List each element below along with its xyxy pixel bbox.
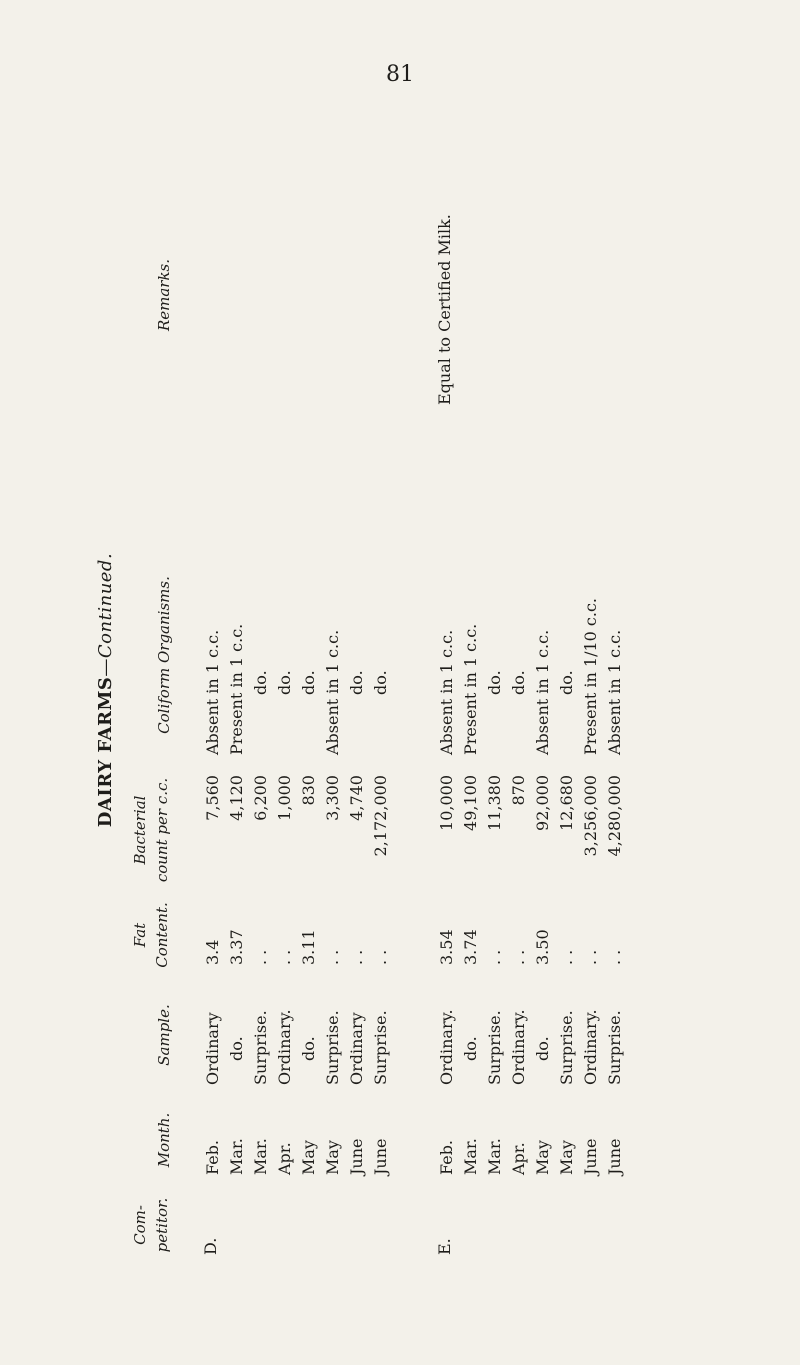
table-cell-fat: . . xyxy=(323,949,342,965)
table-cell-sample: Surprise. xyxy=(323,1010,342,1085)
table-cell-coliform: Absent in 1 c.c. xyxy=(605,629,624,755)
table-cell-coliform: do. xyxy=(251,670,270,695)
table-cell-sample: do. xyxy=(227,1036,246,1061)
table-cell-fat: . . xyxy=(371,949,390,965)
table-cell-fat: 3.50 xyxy=(533,929,552,965)
table-cell-sample: Ordinary xyxy=(203,1012,222,1085)
table-cell-sample: Surprise. xyxy=(485,1010,504,1085)
table-cell-coliform: Absent in 1 c.c. xyxy=(323,629,342,755)
table-cell-coliform: Present in 1 c.c. xyxy=(227,623,246,755)
coliform-column-e xyxy=(435,495,627,755)
table-cell-bacterial: 830 xyxy=(299,775,318,806)
header-fat-line1: Fat xyxy=(131,922,149,948)
table-cell-bacterial: 10,000 xyxy=(437,775,456,831)
table-cell-bacterial: 6,200 xyxy=(251,775,270,821)
table-cell-coliform: do. xyxy=(557,670,576,695)
header-competitor xyxy=(129,1185,173,1265)
table-cell-sample: do. xyxy=(299,1036,318,1061)
table-cell-month: May xyxy=(299,1140,318,1175)
table-cell-fat: . . xyxy=(605,949,624,965)
table-cell-month: June xyxy=(347,1138,366,1175)
table-cell-bacterial: 49,100 xyxy=(461,775,480,831)
table-cell-fat: 3.74 xyxy=(461,929,480,965)
table-cell-coliform: do. xyxy=(299,670,318,695)
table-cell-month: May xyxy=(533,1140,552,1175)
table-cell-sample: do. xyxy=(533,1036,552,1061)
table-cell-fat: 3.4 xyxy=(203,939,222,965)
table-cell-month: May xyxy=(323,1140,342,1175)
table-cell-month: Apr. xyxy=(509,1142,528,1175)
table-cell-sample: Surprise. xyxy=(557,1010,576,1085)
header-competitor-line2: petitor. xyxy=(153,1197,171,1253)
table-cell-sample: Ordinary. xyxy=(581,1009,600,1085)
table-cell-month: June xyxy=(605,1138,624,1175)
table-cell-bacterial: 3,300 xyxy=(323,775,342,821)
table-cell-month: June xyxy=(581,1138,600,1175)
month-column-d xyxy=(201,1105,393,1175)
table-cell-month: Mar. xyxy=(485,1138,504,1175)
table-cell-fat: 3.54 xyxy=(437,929,456,965)
page-number: 81 xyxy=(386,62,414,87)
bacterial-column-e xyxy=(435,775,627,895)
fat-column-e xyxy=(435,905,627,965)
bacterial-column-d xyxy=(201,775,393,895)
table-cell-sample: Surprise. xyxy=(605,1010,624,1085)
table-cell-bacterial: 4,740 xyxy=(347,775,366,821)
table-cell-bacterial: 12,680 xyxy=(557,775,576,831)
header-bacterial-line1: Bacterial xyxy=(131,795,149,865)
remarks-e: Equal to Certified Milk. xyxy=(435,214,454,405)
table-cell-coliform: do. xyxy=(347,670,366,695)
table-title xyxy=(95,115,116,1265)
competitor-e: E. xyxy=(435,1238,454,1255)
table-cell-coliform: Absent in 1 c.c. xyxy=(203,629,222,755)
table-cell-sample: Ordinary xyxy=(347,1012,366,1085)
table-cell-coliform: Absent in 1 c.c. xyxy=(533,629,552,755)
table-cell-bacterial: 92,000 xyxy=(533,775,552,831)
table-cell-month: Apr. xyxy=(275,1142,294,1175)
month-column-e xyxy=(435,1105,627,1175)
table-cell-bacterial: 3,256,000 xyxy=(581,775,600,857)
table-cell-bacterial: 870 xyxy=(509,775,528,806)
table-title-continued: —Continued. xyxy=(95,552,116,677)
table-cell-month: Mar. xyxy=(461,1138,480,1175)
table-cell-bacterial: 4,280,000 xyxy=(605,775,624,857)
table-cell-fat: . . xyxy=(485,949,504,965)
table-cell-fat: . . xyxy=(581,949,600,965)
table-cell-fat: . . xyxy=(251,949,270,965)
table-cell-coliform: Absent in 1 c.c. xyxy=(437,629,456,755)
sample-column-d xyxy=(201,975,393,1085)
table-cell-sample: Surprise. xyxy=(251,1010,270,1085)
table-title-main: DAIRY FARMS xyxy=(95,676,116,828)
table-cell-sample: Ordinary. xyxy=(437,1009,456,1085)
table-cell-coliform: do. xyxy=(275,670,294,695)
table-cell-bacterial: 2,172,000 xyxy=(371,775,390,857)
table-cell-fat: . . xyxy=(347,949,366,965)
table-cell-fat: 3.11 xyxy=(299,929,318,965)
header-bacterial xyxy=(129,765,173,895)
table-cell-coliform: do. xyxy=(509,670,528,695)
table-cell-bacterial: 11,380 xyxy=(485,775,504,831)
header-coliform: Coliform Organisms. xyxy=(155,576,173,734)
header-fat xyxy=(129,895,173,975)
dairy-farms-table xyxy=(95,115,645,1265)
header-fat-line2: Content. xyxy=(153,902,171,968)
table-cell-sample: do. xyxy=(461,1036,480,1061)
table-cell-sample: Ordinary. xyxy=(275,1009,294,1085)
header-remarks: Remarks. xyxy=(155,258,173,332)
table-cell-fat: 3.37 xyxy=(227,929,246,965)
table-cell-month: Mar. xyxy=(227,1138,246,1175)
table-cell-sample: Surprise. xyxy=(371,1010,390,1085)
table-cell-bacterial: 4,120 xyxy=(227,775,246,821)
table-cell-month: Feb. xyxy=(203,1139,222,1175)
table-cell-bacterial: 1,000 xyxy=(275,775,294,821)
coliform-column-d xyxy=(201,495,393,755)
table-cell-fat: . . xyxy=(275,949,294,965)
competitor-d: D. xyxy=(201,1237,220,1255)
fat-column-d xyxy=(201,905,393,965)
table-cell-bacterial: 7,560 xyxy=(203,775,222,821)
table-cell-coliform: Present in 1 c.c. xyxy=(461,623,480,755)
table-cell-month: June xyxy=(371,1138,390,1175)
table-cell-coliform: do. xyxy=(485,670,504,695)
table-cell-sample: Ordinary. xyxy=(509,1009,528,1085)
table-cell-fat: . . xyxy=(557,949,576,965)
table-cell-month: Mar. xyxy=(251,1138,270,1175)
table-cell-coliform: Present in 1/10 c.c. xyxy=(581,598,600,755)
table-cell-fat: . . xyxy=(509,949,528,965)
table-cell-month: May xyxy=(557,1140,576,1175)
sample-column-e xyxy=(435,975,627,1085)
header-sample: Sample. xyxy=(155,1004,173,1066)
table-cell-coliform: do. xyxy=(371,670,390,695)
header-month: Month. xyxy=(155,1112,173,1168)
table-cell-month: Feb. xyxy=(437,1139,456,1175)
header-bacterial-line2: count per c.c. xyxy=(153,777,171,883)
header-competitor-line1: Com- xyxy=(131,1205,149,1245)
